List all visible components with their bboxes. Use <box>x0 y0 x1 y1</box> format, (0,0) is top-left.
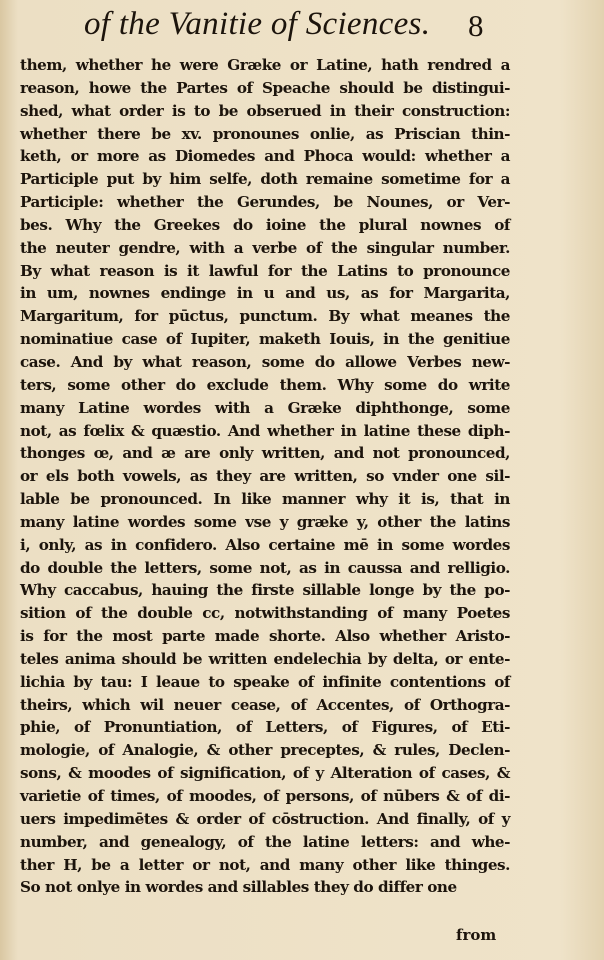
text-line: or els both vowels, as they are written, so vnder one sil- <box>20 467 510 486</box>
text-line: theirs, which wil neuer cease, of Accentes, of Orthogra- <box>20 695 510 714</box>
text-line: By what reason is it lawful for the Latins to pronounce <box>20 261 510 280</box>
text-line: not, as fœlix & quæstio. And whether in latine these diph- <box>20 421 510 440</box>
text-line: mologie, of Analogie, & other preceptes, & rules, Declen- <box>20 741 510 760</box>
text-line: shed, what order is to be obserued in their construction: <box>20 101 510 120</box>
page-number: 8 <box>468 8 484 43</box>
page-header <box>0 6 604 46</box>
text-line: Why caccabus, hauing the firste sillable longe by the po- <box>20 581 510 600</box>
text-line: number, and genealogy, of the latine letters: and whe- <box>20 832 510 851</box>
text-line: ther H, be a letter or not, and many other like thinges. <box>20 855 510 874</box>
catchword: from <box>456 926 497 944</box>
text-line: bes. Why the Greekes do ioine the plural nownes of <box>20 215 510 234</box>
text-line: the neuter gendre, with a verbe of the singular number. <box>20 238 510 257</box>
text-line: many Latine wordes with a Græke diphthonge, some <box>20 398 510 417</box>
text-line: is for the most parte made shorte. Also whether Aristo- <box>20 627 510 646</box>
text-line: reason, howe the Partes of Speache should be distingui- <box>20 78 510 97</box>
text-line: i, only, as in confidero. Also certaine mē in some wordes <box>20 535 510 554</box>
running-title: of the Vanitie of Sciences. <box>84 6 431 42</box>
text-line: ters, some other do exclude them. Why some do write <box>20 375 510 394</box>
text-line: teles anima should be written endelechia by delta, or ente- <box>20 649 510 668</box>
text-line: them, whether he were Græke or Latine, hath rendred a <box>20 56 510 74</box>
body-text <box>20 54 510 899</box>
text-line: Participle: whether the Gerundes, be Nounes, or Ver- <box>20 193 510 212</box>
text-line: many latine wordes some vse y græke y, other the latins <box>20 512 510 531</box>
text-line: whether there be xv. pronounes onlie, as Priscian thin- <box>20 124 510 143</box>
text-line: Participle put by him selfe, doth remaine sometime for a <box>20 170 510 189</box>
text-line: nominatiue case of Iupiter, maketh Iouis, in the genitiue <box>20 330 510 349</box>
text-line: varietie of times, of moodes, of persons, of nūbers & of di- <box>20 787 510 805</box>
text-line: lichia by tau: I leaue to speake of infinite contentions of <box>20 672 510 691</box>
text-line: in um, nownes endinge in u and us, as for Margarita, <box>20 284 510 303</box>
text-line: do double the letters, some not, as in caussa and relligio. <box>20 558 510 577</box>
text-line: keth, or more as Diomedes and Phoca would: whether a <box>20 147 510 166</box>
text-line: lable be pronounced. In like manner why it is, that in <box>20 490 510 509</box>
text-line: sition of the double cc, notwithstanding of many Poetes <box>20 604 510 623</box>
text-line: phie, of Pronuntiation, of Letters, of Figures, of Eti- <box>20 718 510 737</box>
text-line: thonges œ, and æ are only written, and not pronounced, <box>20 444 510 463</box>
text-line: sons, & moodes of signification, of y Alteration of cases, & <box>20 764 510 783</box>
text-line: uers impedimētes & order of cōstruction. And finally, of y <box>20 809 510 828</box>
text-line: case. And by what reason, some do allowe Verbes new- <box>20 352 510 371</box>
text-line: So not onlye in wordes and sillables they do differ one <box>20 878 457 897</box>
text-line: Margaritum, for pūctus, punctum. By what meanes the <box>20 307 510 326</box>
